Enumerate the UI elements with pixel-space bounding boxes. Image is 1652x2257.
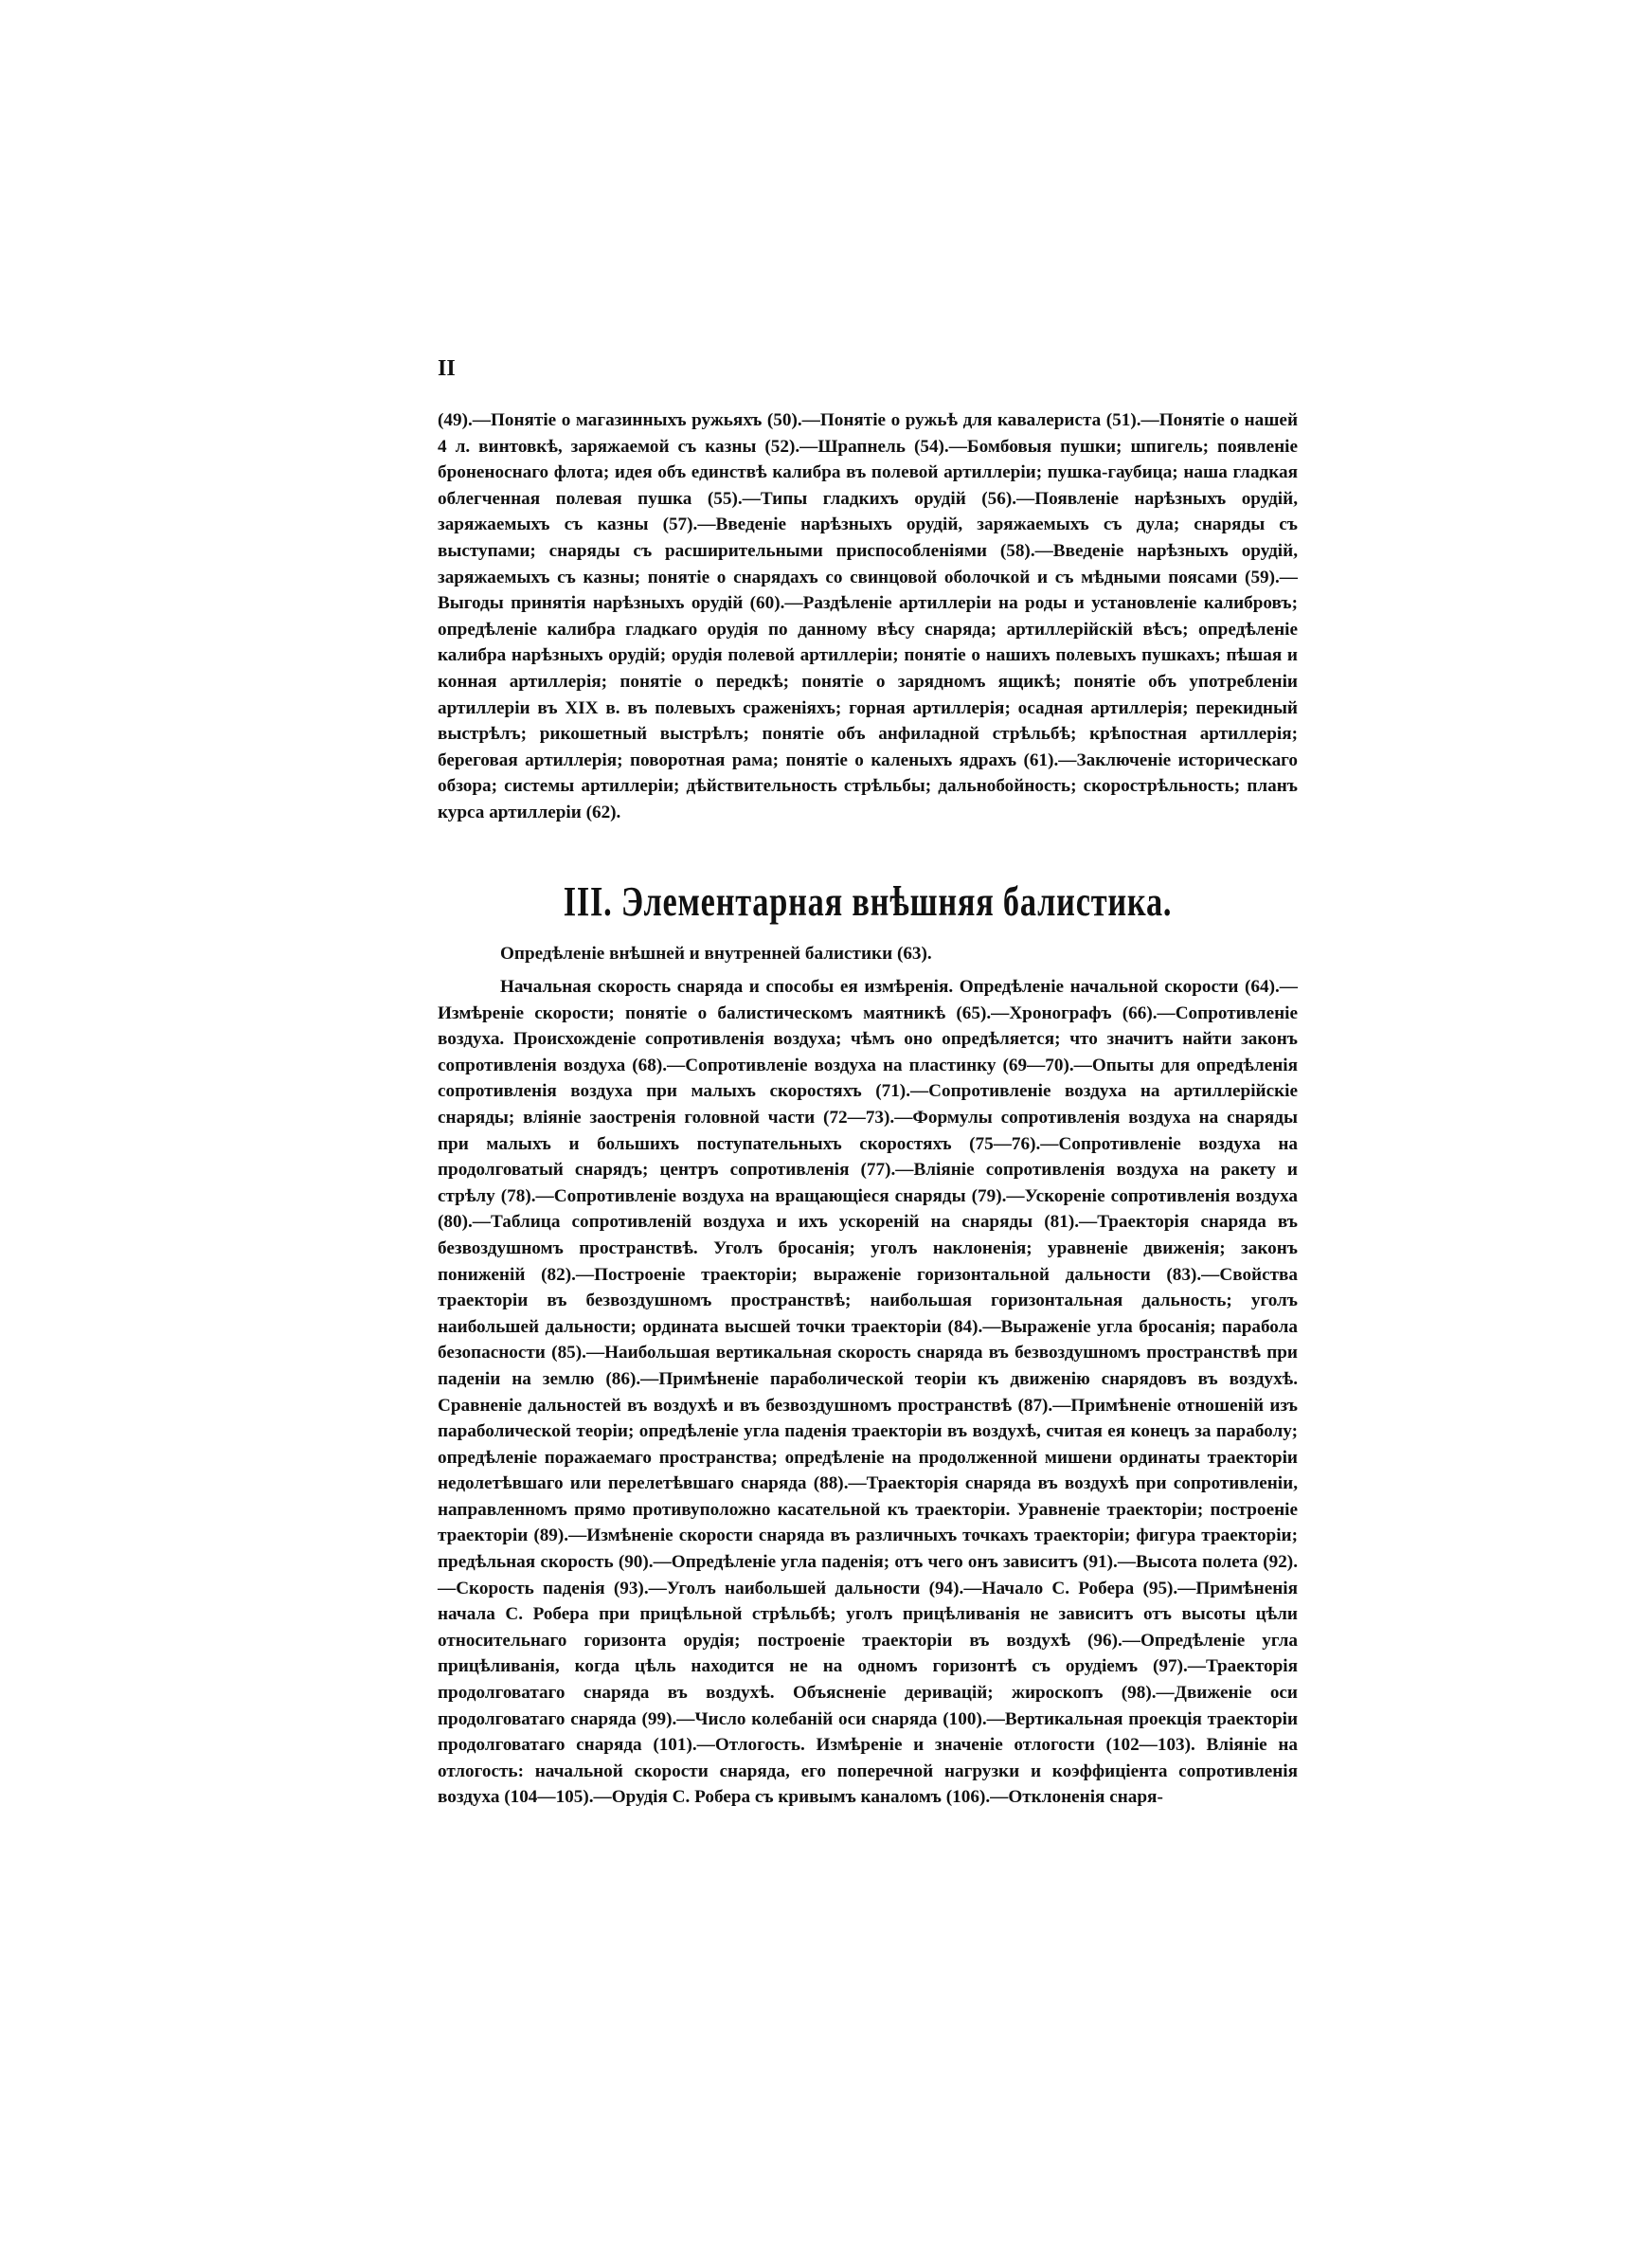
contents-section-continued [438, 407, 1298, 826]
section-heading: III. Элементарная внѣшняя балистика. [563, 878, 1173, 925]
contents-paragraph: (49).—Понятіе о магазинныхъ ружьяхъ (50).—Понятіе о ружьѣ для кавалериста (51).—Понятіе о нашей 4 л. винтовкѣ, заряжаемой съ казны (52).—Шрапнель (54).—Бомбовыя пушки; шпигель; появленіе броненоснаго флота; идея объ единствѣ калибра въ полевой артиллеріи; пушка-гаубица; наша гладкая облегченная полевая пушка (55).—Типы гладкихъ орудій (56).—Появленіе нарѣзныхъ орудій, заряжаемыхъ съ казны (57).—Введеніе нарѣзныхъ орудій, заряжаемыхъ съ дула; снаряды съ выступами; снаряды съ расширительными приспособленіями (58).—Введеніе нарѣзныхъ орудій, заряжаемыхъ съ казны; понятіе о снарядахъ со свинцовой оболочкой и съ мѣдными поясами (59).—Выгоды принятія нарѣзныхъ орудій (60).—Раздѣленіе артиллеріи на роды и установленіе калибровъ; опредѣленіе калибра гладкаго орудія по данному вѣсу снаряда; артиллерійскій вѣсъ; опредѣленіе калибра нарѣзныхъ орудій; орудія полевой артиллеріи; понятіе о нашихъ полевыхъ пушкахъ; пѣшая и конная артиллерія; понятіе о передкѣ; понятіе о зарядномъ ящикѣ; понятіе объ употребленіи артиллеріи въ XIX в. въ полевыхъ сраженіяхъ; горная артиллерія; осадная артиллерія; перекидный выстрѣлъ; рикошетный выстрѣлъ; понятіе объ анфиладной стрѣльбѣ; крѣпостная артиллерія; береговая артиллерія; поворотная рама; понятіе о каленыхъ ядрахъ (61).—Заключеніе историческаго обзора; системы артиллеріи; дѣйствительность стрѣльбы; дальнобойность; скорострѣльность; планъ курса артиллеріи (62). [438, 410, 1298, 822]
contents-section-ballistics [438, 974, 1298, 1811]
page-number: II [438, 356, 456, 381]
contents-paragraph: Начальная скорость снаряда и способы ея измѣренія. Опредѣленіе начальной скорости (64).—Измѣреніе скорости; понятіе о балистическомъ маятникѣ (65).—Хронографъ (66).—Сопротивленіе воздуха. Происхожденіе сопротивленія воздуха; чѣмъ оно опредѣляется; что значитъ найти законъ сопротивленія воздуха (68).—Сопротивленіе воздуха на пластинку (69—70).—Опыты для опредѣленія сопротивленія воздуха при малыхъ скоростяхъ (71).—Сопротивленіе воздуха на артиллерійскіе снаряды; вліяніе заостренія головной части (72—73).—Формулы сопротивленія воздуха на снаряды при малыхъ и большихъ поступательныхъ скоростяхъ (75—76).—Сопротивленіе воздуха на продолговатый снарядъ; центръ сопротивленія (77).—Вліяніе сопротивленія воздуха на ракету и стрѣлу (78).—Сопротивленіе воздуха на вращающіеся снаряды (79).—Ускореніе сопротивленія воздуха (80).—Таблица сопротивленій воздуха и ихъ ускореній на снаряды (81).—Траекторія снаряда въ безвоздушномъ пространствѣ. Уголъ бросанія; уголъ наклоненія; уравненіе движенія; законъ пониженій (82).—Построеніе траекторіи; выраженіе горизонтальной дальности (83).—Свойства траекторіи въ безвоздушномъ пространствѣ; наибольшая горизонтальная дальность; уголъ наибольшей дальности; ордината высшей точки траекторіи (84).—Выраженіе угла бросанія; парабола безопасности (85).—Наибольшая вертикальная скорость снаряда въ безвоздушномъ пространствѣ при паденіи на землю (86).—Примѣненіе параболической теоріи къ движенію снарядовъ въ воздухѣ. Сравненіе дальностей въ воздухѣ и въ безвоздушномъ пространствѣ (87).—Примѣненіе отношеній изъ параболической теоріи; опредѣленіе угла паденія траекторіи въ воздухѣ, считая ея конецъ за параболу; опредѣленіе поражаемаго пространства; опредѣленіе на продолженной мишени ординаты траекторіи недолетѣвшаго или перелетѣвшаго снаряда (88).—Траекторія снаряда въ воздухѣ при сопротивленіи, направленномъ прямо противуположно касательной къ траекторіи. Уравненіе траекторіи; построеніе траекторіи (89).—Измѣненіе скорости снаряда въ различныхъ точкахъ траекторіи; фигура траекторіи; предѣльная скорость (90).—Опредѣленіе угла паденія; отъ чего онъ зависитъ (91).—Высота полета (92).—Скорость паденія (93).—Уголъ наибольшей дальности (94).—Начало С. Робера (95).—Примѣненія начала С. Робера при прицѣльной стрѣльбѣ; уголъ прицѣливанія не зависитъ отъ высоты цѣли относительнаго горизонта орудія; построеніе траекторіи въ воздухѣ (96).—Опредѣленіе угла прицѣливанія, когда цѣль находится не на одномъ горизонтѣ съ орудіемъ (97).—Траекторія продолговатаго снаряда въ воздухѣ. Объясненіе деривацій; жироскопъ (98).—Движеніе оси продолговатаго снаряда (99).—Число колебаній оси снаряда (100).—Вертикальная проекція траекторіи продолговатаго снаряда (101).—Отлогость. Измѣреніе и значеніе отлогости (102—103). Вліяніе на отлогость: начальной скорости снаряда, его поперечной нагрузки и коэффиціента сопротивленія воздуха (104—105).—Орудія С. Робера съ кривымъ каналомъ (106).—Отклоненія снаря- [438, 977, 1298, 1808]
section-intro-line: Опредѣленіе внѣшней и внутренней балистики (63). [500, 944, 932, 964]
